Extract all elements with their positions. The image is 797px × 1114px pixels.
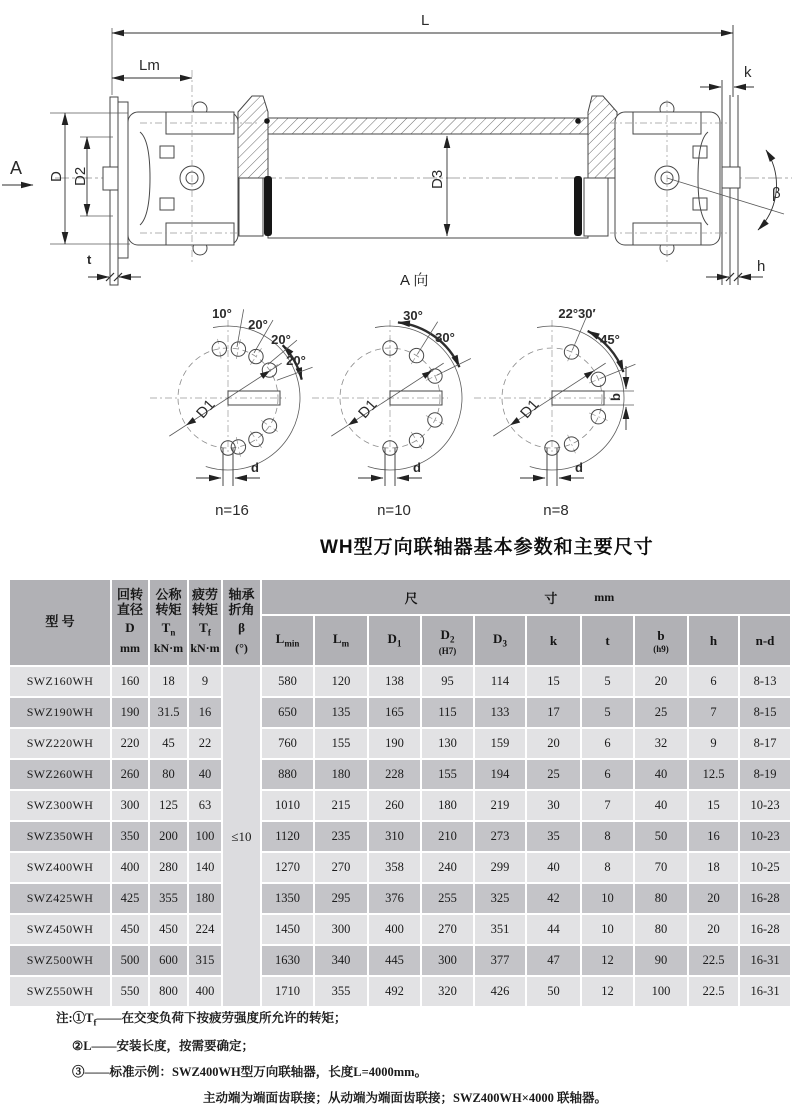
table-row (9, 914, 791, 945)
value-cell: 80 (634, 914, 688, 945)
value-cell: 600 (149, 945, 188, 976)
value-cell: 47 (526, 945, 581, 976)
value-cell: 6 (581, 759, 634, 790)
value-cell: 190 (111, 697, 149, 728)
header-size-col-k: k (526, 615, 581, 666)
value-cell: 310 (368, 821, 421, 852)
value-cell: 215 (314, 790, 368, 821)
value-cell: 7 (581, 790, 634, 821)
value-cell: 5 (581, 697, 634, 728)
value-cell: 95 (421, 666, 474, 697)
model-cell: SWZ300WH (9, 790, 111, 821)
value-cell: 210 (421, 821, 474, 852)
value-cell: 20 (688, 883, 739, 914)
parameter-table-wrap (8, 578, 792, 1008)
value-cell: 377 (474, 945, 526, 976)
value-cell: 45 (149, 728, 188, 759)
value-cell: 220 (111, 728, 149, 759)
value-cell: 180 (188, 883, 222, 914)
value-cell: 358 (368, 852, 421, 883)
value-cell: 426 (474, 976, 526, 1007)
value-cell: 325 (474, 883, 526, 914)
value-cell: 650 (261, 697, 314, 728)
angle-label: 10° (212, 306, 232, 321)
value-cell: 25 (634, 697, 688, 728)
value-cell: 30 (526, 790, 581, 821)
b-label: b (608, 393, 623, 401)
value-cell: 114 (474, 666, 526, 697)
value-cell: 8 (581, 821, 634, 852)
value-cell: 18 (149, 666, 188, 697)
model-cell: SWZ450WH (9, 914, 111, 945)
angle-label: 30° (435, 330, 455, 345)
value-cell: 100 (188, 821, 222, 852)
table-row (9, 945, 791, 976)
angle-label: 45° (600, 332, 620, 347)
dim-label-Lm: Lm (139, 57, 160, 74)
value-cell: 180 (314, 759, 368, 790)
value-cell: 16 (188, 697, 222, 728)
value-cell: 450 (149, 914, 188, 945)
header-size-col-lmin: $L_{min}$ (261, 615, 314, 666)
value-cell: 22.5 (688, 976, 739, 1007)
dim-label-D: D (48, 171, 65, 182)
value-cell: 295 (314, 883, 368, 914)
value-cell: 50 (526, 976, 581, 1007)
note-line-4: 主动端为端面齿联接；从动端为端面齿联接；SWZ400WH×4000 联轴器。 (203, 1090, 608, 1105)
value-cell: 500 (111, 945, 149, 976)
value-cell: 800 (149, 976, 188, 1007)
value-cell: 260 (111, 759, 149, 790)
parameter-table (8, 578, 792, 1008)
value-cell: 300 (314, 914, 368, 945)
flange-view-n16 (150, 306, 313, 519)
model-cell: SWZ160WH (9, 666, 111, 697)
value-cell: 300 (111, 790, 149, 821)
angle-label: 30° (403, 308, 423, 323)
value-cell: 160 (111, 666, 149, 697)
value-cell: 270 (421, 914, 474, 945)
value-cell: 6 (581, 728, 634, 759)
value-cell: 7 (688, 697, 739, 728)
value-cell: 8-15 (739, 697, 791, 728)
value-cell: 1350 (261, 883, 314, 914)
header-size-col-n-d: n-d (739, 615, 791, 666)
value-cell: 165 (368, 697, 421, 728)
value-cell: 400 (188, 976, 222, 1007)
header-size-col-lm: $L_m$ (314, 615, 368, 666)
value-cell: 580 (261, 666, 314, 697)
coupling-assembly (2, 12, 792, 289)
header-size-col-d3: $D_3$ (474, 615, 526, 666)
dim-label-D3: D3 (429, 169, 446, 189)
model-cell: SWZ400WH (9, 852, 111, 883)
value-cell: 155 (314, 728, 368, 759)
value-cell: 1450 (261, 914, 314, 945)
value-cell: 138 (368, 666, 421, 697)
header-size-col-b: b (h9) (634, 615, 688, 666)
angle-label: 20° (271, 332, 291, 347)
value-cell: 159 (474, 728, 526, 759)
value-cell: 340 (314, 945, 368, 976)
d-label: d (251, 460, 259, 475)
value-cell: 1010 (261, 790, 314, 821)
angle-label: 20° (286, 353, 306, 368)
d1-label: D1 (517, 396, 543, 422)
header-size-col-d1: $D_1$ (368, 615, 421, 666)
value-cell: 260 (368, 790, 421, 821)
value-cell: 35 (526, 821, 581, 852)
value-cell: 300 (421, 945, 474, 976)
value-cell: 240 (421, 852, 474, 883)
value-cell: 200 (149, 821, 188, 852)
value-cell: 425 (111, 883, 149, 914)
dim-label-L: L (421, 12, 430, 29)
value-cell: 760 (261, 728, 314, 759)
value-cell: 135 (314, 697, 368, 728)
header-bearing-angle: 轴承 折角 β (°) (222, 579, 261, 666)
value-cell: 22 (188, 728, 222, 759)
value-cell: 12 (581, 976, 634, 1007)
value-cell: 270 (314, 852, 368, 883)
view-label-A: A 向 (400, 272, 429, 289)
value-cell: 400 (368, 914, 421, 945)
flange-view-n8 (474, 306, 635, 519)
value-cell: 1710 (261, 976, 314, 1007)
value-cell: 130 (421, 728, 474, 759)
value-cell: 16-31 (739, 976, 791, 1007)
value-cell: 273 (474, 821, 526, 852)
value-cell: 31.5 (149, 697, 188, 728)
model-cell: SWZ220WH (9, 728, 111, 759)
value-cell: 70 (634, 852, 688, 883)
dim-label-D2: D2 (72, 166, 89, 186)
value-cell: 40 (634, 790, 688, 821)
value-cell: 315 (188, 945, 222, 976)
dim-label-beta: β (772, 185, 781, 202)
value-cell: 10-25 (739, 852, 791, 883)
value-cell: 320 (421, 976, 474, 1007)
header-size-col-h: h (688, 615, 739, 666)
table-row (9, 852, 791, 883)
note-line-3: ③——标准示例：SWZ400WH型万向联轴器，长度L=4000mm。 (72, 1064, 428, 1079)
section-label-A: A (10, 158, 23, 178)
bolt-count-label: n=16 (215, 502, 249, 519)
table-row (9, 790, 791, 821)
value-cell: 8-13 (739, 666, 791, 697)
value-cell: 299 (474, 852, 526, 883)
value-cell: 255 (421, 883, 474, 914)
value-cell: 492 (368, 976, 421, 1007)
value-cell: 44 (526, 914, 581, 945)
value-cell: 80 (149, 759, 188, 790)
d1-label: D1 (193, 396, 219, 422)
value-cell: 40 (526, 852, 581, 883)
model-cell: SWZ550WH (9, 976, 111, 1007)
value-cell: 40 (634, 759, 688, 790)
value-cell: 1120 (261, 821, 314, 852)
note-line-2: ②L——安装长度，按需要确定； (72, 1038, 255, 1053)
model-cell: SWZ350WH (9, 821, 111, 852)
dim-label-t: t (87, 252, 92, 267)
d-label: d (413, 460, 421, 475)
d-label: d (575, 460, 583, 475)
value-cell: 42 (526, 883, 581, 914)
value-cell: 10-23 (739, 821, 791, 852)
value-cell: 235 (314, 821, 368, 852)
value-cell: 115 (421, 697, 474, 728)
header-size-banner: 尺 寸 mm (261, 579, 791, 615)
flange-view-n10 (312, 308, 471, 519)
header-size-col-t: t (581, 615, 634, 666)
header-model: 型 号 (9, 579, 111, 666)
table-row (9, 759, 791, 790)
table-row (9, 666, 791, 697)
value-cell: 10-23 (739, 790, 791, 821)
value-cell: 10 (581, 883, 634, 914)
beta-merged-cell: ≤10 (222, 666, 261, 1007)
value-cell: 228 (368, 759, 421, 790)
value-cell: 16-28 (739, 883, 791, 914)
value-cell: 880 (261, 759, 314, 790)
value-cell: 63 (188, 790, 222, 821)
table-row (9, 697, 791, 728)
value-cell: 8-19 (739, 759, 791, 790)
value-cell: 90 (634, 945, 688, 976)
value-cell: 20 (688, 914, 739, 945)
value-cell: 9 (188, 666, 222, 697)
value-cell: 140 (188, 852, 222, 883)
bolt-count-label: n=10 (377, 502, 411, 519)
header-diameter: 回转 直径 D mm (111, 579, 149, 666)
left-seal-ring (264, 176, 272, 236)
table-row (9, 976, 791, 1007)
bolt-count-label: n=8 (543, 502, 569, 519)
value-cell: 40 (188, 759, 222, 790)
value-cell: 80 (634, 883, 688, 914)
value-cell: 12 (581, 945, 634, 976)
value-cell: 125 (149, 790, 188, 821)
table-row (9, 883, 791, 914)
value-cell: 25 (526, 759, 581, 790)
value-cell: 450 (111, 914, 149, 945)
value-cell: 6 (688, 666, 739, 697)
value-cell: 280 (149, 852, 188, 883)
angle-label: 22°30′ (558, 306, 596, 321)
d1-label: D1 (355, 396, 381, 422)
value-cell: 550 (111, 976, 149, 1007)
value-cell: 50 (634, 821, 688, 852)
value-cell: 224 (188, 914, 222, 945)
value-cell: 355 (314, 976, 368, 1007)
right-yoke (610, 100, 730, 262)
value-cell: 1270 (261, 852, 314, 883)
model-cell: SWZ425WH (9, 883, 111, 914)
value-cell: 1630 (261, 945, 314, 976)
model-cell: SWZ500WH (9, 945, 111, 976)
table-row (9, 728, 791, 759)
value-cell: 445 (368, 945, 421, 976)
notes (56, 1008, 776, 1114)
value-cell: 15 (688, 790, 739, 821)
value-cell: 100 (634, 976, 688, 1007)
value-cell: 190 (368, 728, 421, 759)
value-cell: 12.5 (688, 759, 739, 790)
value-cell: 32 (634, 728, 688, 759)
model-cell: SWZ190WH (9, 697, 111, 728)
value-cell: 16-31 (739, 945, 791, 976)
page-title: WH型万向联轴器基本参数和主要尺寸 (320, 537, 654, 558)
value-cell: 219 (474, 790, 526, 821)
value-cell: 22.5 (688, 945, 739, 976)
value-cell: 8 (581, 852, 634, 883)
value-cell: 194 (474, 759, 526, 790)
header-size-col-d2: $D_2$ (H7) (421, 615, 474, 666)
value-cell: 351 (474, 914, 526, 945)
dim-label-h: h (757, 258, 766, 275)
value-cell: 20 (634, 666, 688, 697)
value-cell: 376 (368, 883, 421, 914)
right-seal-ring (574, 176, 582, 236)
note-line-1: 注$:①T_f——$在交变负荷下按疲劳强度所允许的转矩； (56, 1011, 347, 1028)
value-cell: 8-17 (739, 728, 791, 759)
value-cell: 16-28 (739, 914, 791, 945)
value-cell: 355 (149, 883, 188, 914)
value-cell: 20 (526, 728, 581, 759)
model-cell: SWZ260WH (9, 759, 111, 790)
value-cell: 10 (581, 914, 634, 945)
value-cell: 155 (421, 759, 474, 790)
value-cell: 15 (526, 666, 581, 697)
value-cell: 18 (688, 852, 739, 883)
value-cell: 120 (314, 666, 368, 697)
value-cell: 180 (421, 790, 474, 821)
value-cell: 5 (581, 666, 634, 697)
header-nominal-torque: 公称 转矩 $T_n$ kN·m (149, 579, 188, 666)
value-cell: 400 (111, 852, 149, 883)
drive-tube (238, 96, 617, 238)
value-cell: 9 (688, 728, 739, 759)
dim-label-k: k (744, 64, 752, 81)
value-cell: 17 (526, 697, 581, 728)
angle-label: 20° (248, 317, 268, 332)
header-fatigue-torque: 疲劳 转矩 $T_f$ kN·m (188, 579, 222, 666)
right-flange (722, 25, 740, 285)
table-row (9, 821, 791, 852)
value-cell: 133 (474, 697, 526, 728)
left-flange (103, 97, 128, 285)
value-cell: 350 (111, 821, 149, 852)
value-cell: 16 (688, 821, 739, 852)
